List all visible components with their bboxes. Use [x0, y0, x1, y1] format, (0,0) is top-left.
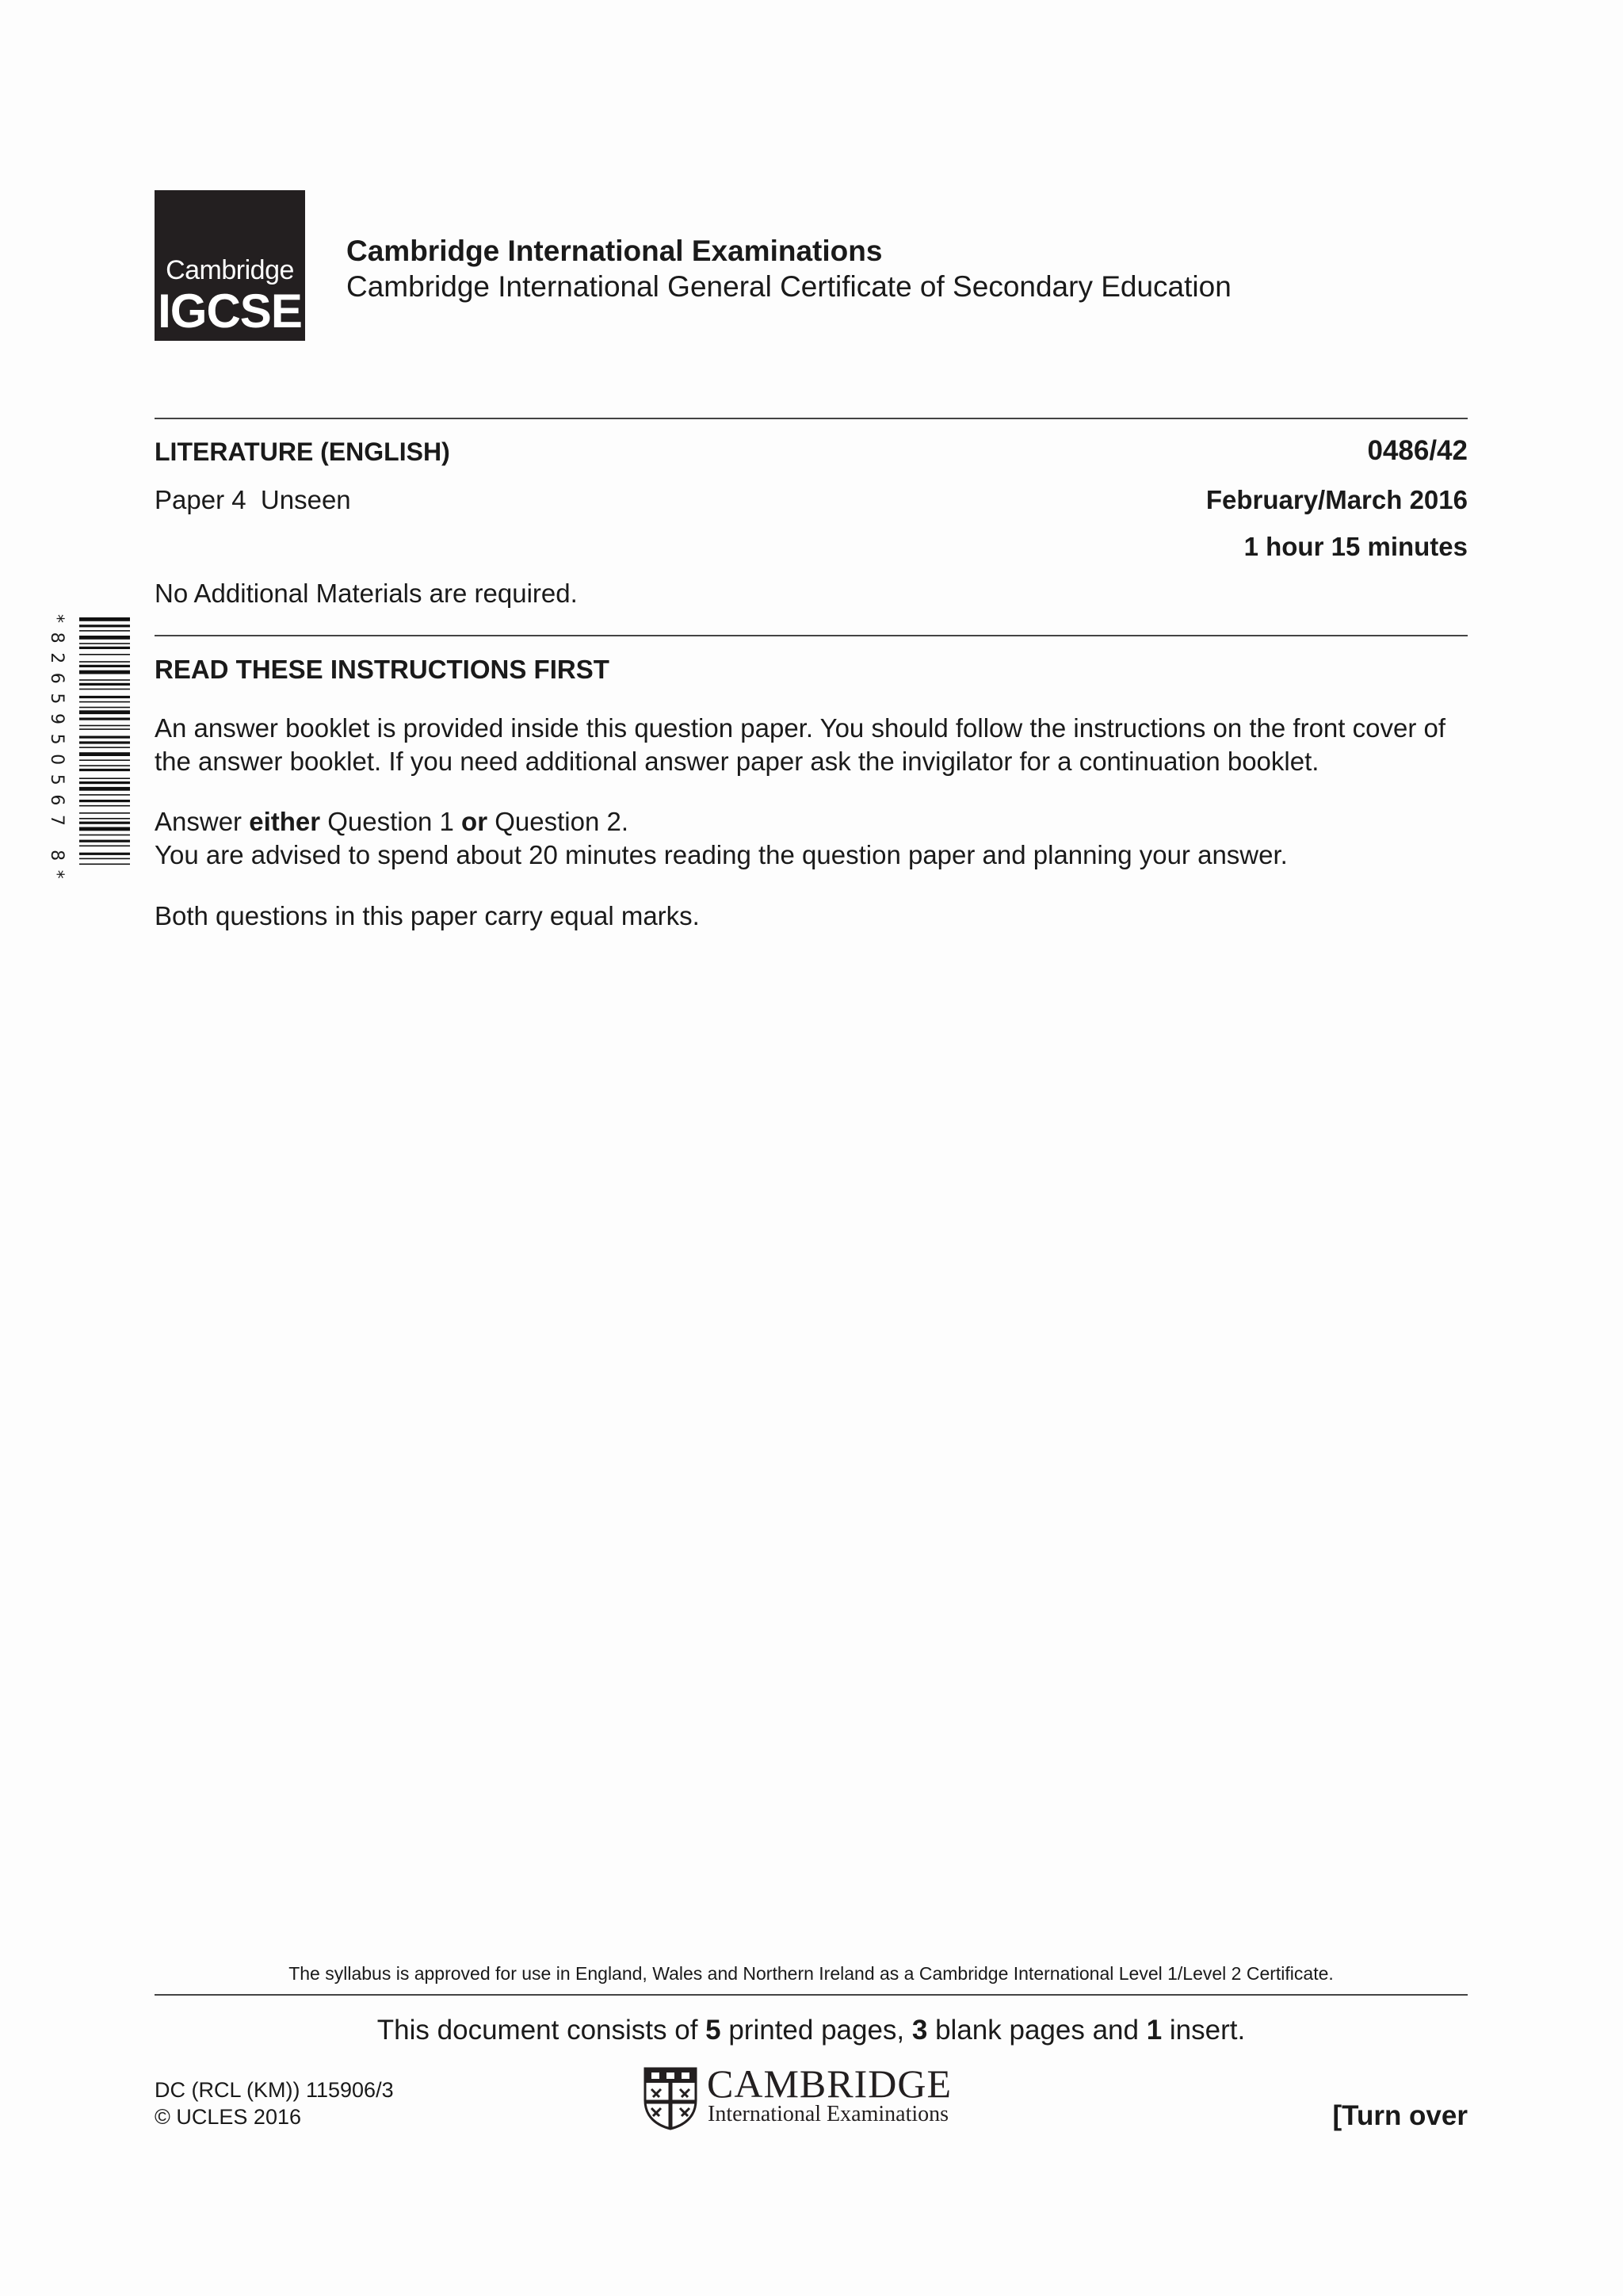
barcode-bar: [79, 752, 130, 756]
barcode-bar: [79, 643, 130, 644]
footer-divider: [155, 1994, 1468, 1996]
organisation-name: Cambridge International Examinations: [346, 235, 883, 267]
answer-mid: Question 1: [320, 807, 462, 836]
consists-suffix: insert.: [1162, 2015, 1246, 2046]
instructions-paragraph: An answer booklet is provided inside this question paper. You should follow the instructions on the front cover of the answer booklet. If you need additional answer paper ask the invigilator for a continuation booklet.: [155, 713, 1446, 776]
barcode-bar: [79, 654, 130, 655]
logo-igcse-text: IGCSE: [158, 285, 302, 338]
barcode-bar: [79, 835, 130, 836]
barcode-bar: [79, 822, 130, 824]
barcode-bar: [79, 805, 130, 807]
barcode-bar: [79, 728, 130, 730]
subject-title: LITERATURE (ENGLISH): [155, 437, 450, 466]
answer-suffix: Question 2.: [487, 807, 628, 836]
paper-title: Paper 4 Unseen: [155, 485, 351, 514]
exam-duration: 1 hour 15 minutes: [1243, 532, 1468, 561]
barcode-bar: [79, 707, 130, 709]
barcode-bar: [79, 864, 130, 865]
barcode-bar: [79, 725, 130, 727]
materials-note: No Additional Materials are required.: [155, 579, 578, 608]
barcode-bar: [79, 665, 130, 667]
barcode-bar: [79, 630, 130, 632]
document-page-count: [155, 2015, 1468, 2046]
printed-pages-count: 5: [705, 2015, 721, 2046]
barcode-bar: [79, 636, 130, 640]
answer-prefix: Answer: [155, 807, 250, 836]
barcode-bar: [79, 800, 130, 802]
barcode-bar: [79, 670, 130, 674]
barcode-bar: [79, 858, 130, 860]
barcode-bar: [79, 769, 130, 771]
document-code: DC (RCL (KM)) 115906/3: [155, 2078, 394, 2102]
barcode-bar: [79, 812, 130, 814]
barcode-bar: [79, 818, 130, 819]
barcode-number: *8265950567 8*: [47, 614, 67, 888]
barcode-bar: [79, 701, 130, 703]
barcode-bar: [79, 794, 130, 796]
barcode-bar: [79, 718, 130, 720]
barcode-bar: [79, 777, 130, 779]
barcode-icon: [62, 614, 133, 923]
barcode-bar: [79, 696, 130, 698]
cambridge-crest-icon: [643, 2067, 697, 2130]
syllabus-note: The syllabus is approved for use in England, Wales and Northern Ireland as a Cambridge International Level 1/Level 2 Certificate.: [288, 1963, 1334, 1984]
barcode-bar: [79, 736, 130, 739]
barcode-bar: [79, 840, 130, 842]
answer-instructions: [155, 805, 1470, 872]
cambridge-igcse-logo: [155, 190, 305, 341]
consists-mid2: blank pages and: [927, 2015, 1147, 2046]
barcode-bar: [79, 741, 130, 743]
middle-divider: [155, 635, 1468, 636]
logo-cambridge-text: Cambridge: [166, 255, 294, 285]
consists-mid1: printed pages,: [720, 2015, 912, 2046]
answer-either: either: [249, 807, 321, 836]
certificate-name: Cambridge International General Certificate of Secondary Education: [346, 270, 1232, 303]
barcode-bar: [79, 765, 130, 766]
instructions-heading: READ THESE INSTRUCTIONS FIRST: [155, 655, 609, 684]
marks-note: Both questions in this paper carry equal marks.: [155, 901, 700, 930]
answer-or: or: [461, 807, 488, 836]
barcode-bar: [79, 710, 130, 714]
barcode-bar: [79, 787, 130, 791]
barcode-bar: [79, 617, 130, 621]
barcode-bar: [79, 679, 130, 681]
blank-pages-count: 3: [911, 2015, 928, 2046]
answer-line: [155, 805, 1470, 839]
barcode-bar: [79, 689, 130, 690]
barcode-bar: [79, 853, 130, 855]
barcode-bar: [79, 683, 130, 686]
consists-prefix: This document consists of: [376, 2015, 706, 2046]
barcode-bar: [79, 661, 130, 663]
barcode-bar: [79, 827, 130, 831]
cambridge-subtitle: International Examinations: [708, 2102, 949, 2126]
barcode-bar: [79, 781, 130, 784]
barcode-digits: [47, 614, 67, 923]
top-divider: [155, 418, 1468, 419]
advice-line: You are advised to spend about 20 minutes reading the question paper and planning your answer.: [155, 840, 1288, 869]
exam-session: February/March 2016: [1205, 485, 1468, 514]
inserts-count: 1: [1146, 2015, 1163, 2046]
turn-over-label: [Turn over: [1332, 2100, 1468, 2131]
paper-code: 0486/42: [1367, 435, 1468, 466]
barcode-bar: [79, 625, 130, 627]
barcode-bar: [79, 747, 130, 748]
barcode-bar: [79, 647, 130, 649]
barcode-bar: [79, 846, 130, 847]
copyright-notice: © UCLES 2016: [155, 2105, 301, 2129]
cambridge-wordmark: CAMBRIDGE: [707, 2061, 953, 2106]
barcode-bar: [79, 759, 130, 761]
